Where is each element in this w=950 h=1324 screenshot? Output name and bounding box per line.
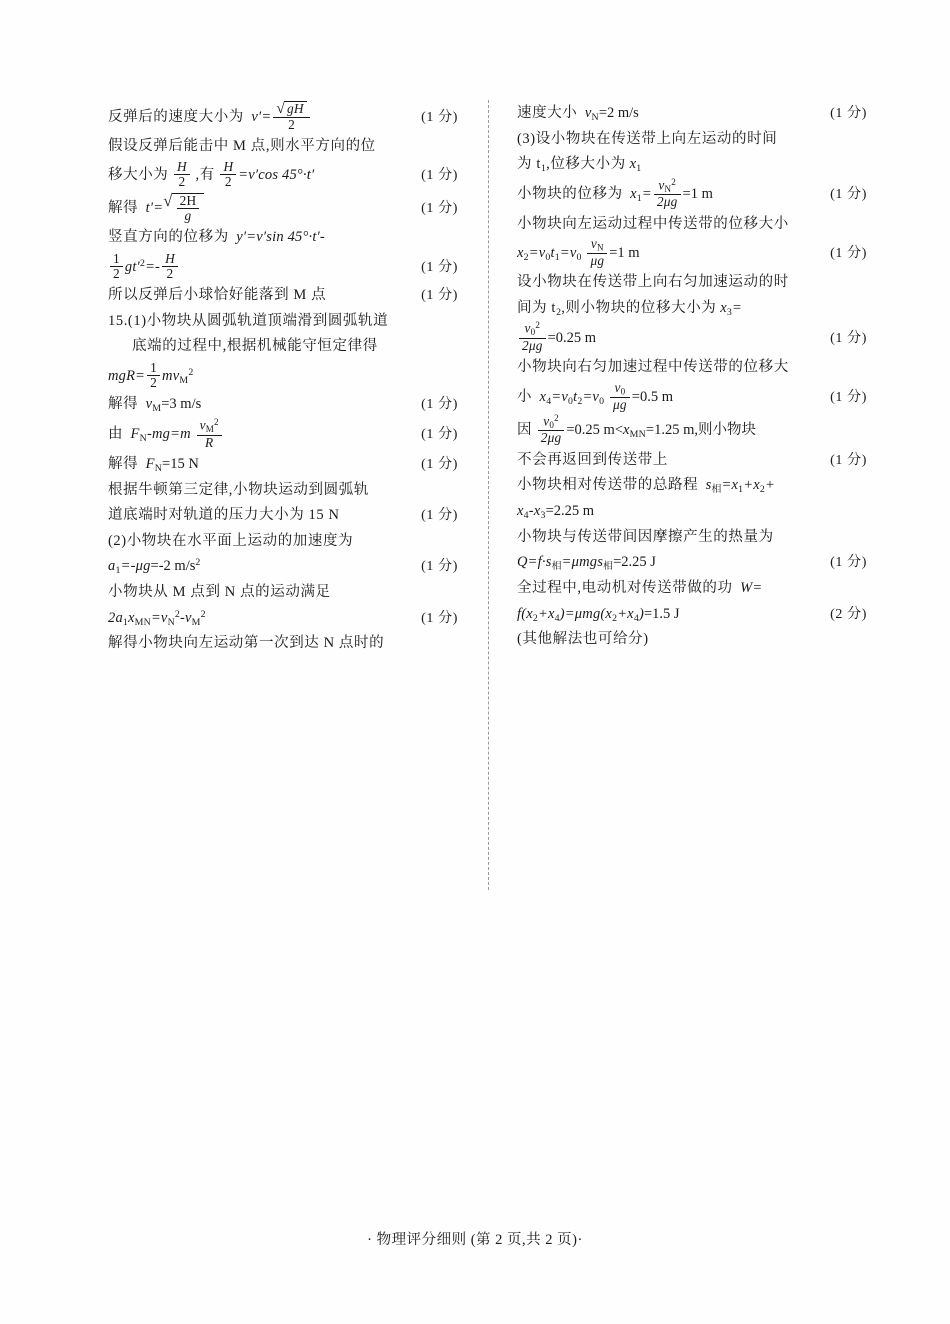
line-newton3b: [108, 504, 458, 528]
text-newton3a: 根据牛顿第三定律,小物块运动到圆弧轨: [108, 481, 369, 498]
line-q15-2: [108, 530, 458, 553]
line-because: 因 $\frac{v_0^2}{2\mu g}$ =0.25 $m<x_{MN}=1.25$ m,则小物块: [517, 412, 756, 446]
score-horizontal-displacement: (1 分): [421, 168, 458, 184]
value-x4: =0.5 m: [631, 388, 673, 405]
score-MN-eq: (1 分): [421, 610, 458, 626]
line-x2: $x_2=v_0t_1=v_0$ $\frac{v_N}{\mu g}$ =1 m (1 分): [517, 235, 867, 269]
text-disp-label: 小物块的位移为: [517, 186, 623, 203]
line-MN-motion: [108, 581, 458, 604]
line-accel-b: 间为 $t_2$,则小物块的位移大小为 $x_3=$: [517, 299, 743, 318]
score-vertical-displacement: (1 分): [421, 259, 458, 275]
column-divider: [488, 100, 489, 890]
text-speed-label: 速度大小: [517, 105, 578, 121]
value-work: =1.5 J: [643, 605, 680, 622]
text-q3a: (3)设小物块在传送带上向左运动的时间: [517, 130, 778, 147]
line-vertical-displacement: 竖直方向的位移为 y′=v′sin 45°·t′-: [108, 229, 325, 246]
line-heat-a: [517, 526, 867, 549]
text-work-a: 全过程中,电动机对传送带做的功: [517, 580, 733, 597]
score-x3: (1 分): [830, 330, 867, 346]
line-conclusion: [108, 284, 458, 308]
line-x3: $\frac{v_0^2}{2\mu g}$ =0.25 m (1 分): [517, 323, 867, 355]
line-belt-right-a: [517, 356, 867, 379]
text-solve-left-N: 解得小物块向左运动第一次到达 N 点时的: [108, 635, 385, 652]
value-because-mid: =0.25 m<: [566, 422, 623, 439]
line-rebound-speed: 反弹后的速度大小为 v′= √ gH 2 (1 分): [108, 100, 458, 132]
text-no-return: 不会再返回到传送带上: [517, 451, 668, 468]
line-assume-hit: [108, 135, 458, 158]
score-a1: (1 分): [421, 559, 458, 575]
line-x4: 小 $x_4=v_0t_2=v_0$ $\frac{v_0}{\mu g}$ =0.5 m (1 分): [517, 379, 867, 412]
line-q15-1a: [108, 310, 458, 333]
text-displacement-label: 移大小为: [108, 167, 169, 184]
score-x4: (1 分): [830, 389, 867, 405]
value-vM: =3 m/s: [161, 396, 202, 413]
text-by: 由: [108, 426, 124, 443]
value-x2: =1 m: [609, 245, 640, 262]
line-newton3a: [108, 479, 458, 502]
score-rebound-speed: (1 分): [421, 110, 458, 125]
line-q15-1b: [108, 335, 458, 358]
line-work-a: 全过程中,电动机对传送带做的功 W=: [517, 580, 763, 597]
text-q15-1a: 15.(1)小物块从圆弧轨道顶端滑到圆弧轨道: [108, 312, 389, 329]
value-a1: =-2 m/s: [150, 558, 196, 575]
line-a1-eq: $a_1=-\mu g=-2$ $m/s^2$ (1 分): [108, 555, 458, 579]
score-no-return: (1 分): [830, 452, 867, 468]
text-total-path-a: 小物块相对传送带的总路程: [517, 477, 699, 494]
right-column: [503, 100, 867, 654]
line-q3a: [517, 128, 867, 151]
line-normal-force-eq: 由 $F_N-mg=m$ $\frac{v_M^2}{R}$ (1 分): [108, 416, 458, 450]
value-heat: =2.25 J: [613, 554, 656, 571]
text-assume-hit: 假设反弹后能击中 M 点,则水平方向的位: [108, 137, 376, 154]
line-heat-b: $Q=f\cdot s_相=\mu mgs_相=2.25$ J (1 分): [517, 551, 867, 575]
text-belt-right-a: 小物块向右匀加速过程中传送带的位移大: [517, 359, 789, 376]
text-q15-2: (2)小物块在水平面上运动的加速度为: [108, 532, 354, 549]
line-x1: 小物块的位移为 $x_1=$ $\frac{v_N^2}{2\mu g}$ =1 m (1 分): [517, 176, 867, 210]
score-x1: (1 分): [830, 187, 867, 203]
score-solve-t: (1 分): [421, 200, 458, 216]
text-solve-FN: 解得: [108, 455, 139, 472]
text-because: 因: [517, 422, 533, 439]
text-rebound-speed: 反弹后的速度大小为: [108, 109, 244, 125]
line-vN-speed: 速度大小 $v_N=2$ m/s (1 分): [517, 102, 867, 126]
text-heat-a: 小物块与传送带间因摩擦产生的热量为: [517, 528, 774, 545]
line-MN-eq: $2a_1x_{MN}=v_N^2-v_M^2$ (1 分): [108, 607, 458, 631]
text-q3b2: ,位移大小为: [546, 156, 626, 173]
score-vN: (1 分): [830, 106, 867, 121]
line-other-methods: [517, 628, 867, 651]
line-solve-FN: 解得 $F_N=15$ N (1 分): [108, 453, 458, 477]
line-solve-vM: 解得 $v_M=3$ m/s (1 分): [108, 393, 458, 417]
score-normal-force-eq: (1 分): [421, 427, 458, 443]
text-q3b: 为 t: [517, 156, 541, 173]
text-newton3b: 道底端时对轨道的压力大小为 15 N: [108, 507, 340, 524]
value-vN: =2 m/s: [598, 105, 639, 121]
text-solve-t: 解得: [108, 199, 139, 216]
value-because-end: =1.25 m,则小物块: [645, 422, 756, 439]
line-horizontal-displacement: 移大小为 $\frac{H}{2}$ ,有 $\frac{H}{2}$ =v′cos 45°·t′ (1 分): [108, 159, 458, 190]
line-work-b: $f(x_2+x_4)=\mu mg(x_2+x_4)=1.5$ J (2 分): [517, 603, 867, 627]
text-MN-motion: 小物块从 M 点到 N 点的运动满足: [108, 584, 331, 601]
score-solve-vM: (1 分): [421, 397, 458, 413]
score-newton3: (1 分): [421, 508, 458, 524]
two-column-body: [108, 100, 868, 890]
text-belt-left: 小物块向左运动过程中传送带的位移大小: [517, 215, 789, 232]
line-no-return: [517, 449, 867, 473]
text-conclusion: 所以反弹后小球恰好能落到 M 点: [108, 287, 327, 304]
text-q15-1b: 底端的过程中,根据机械能守恒定律得: [132, 338, 378, 355]
score-solve-FN: (1 分): [421, 456, 458, 472]
text-belt-right-b: 小: [517, 388, 533, 405]
score-heat: (1 分): [830, 555, 867, 571]
text-solve-vM: 解得: [108, 396, 139, 413]
text-have: ,有: [195, 167, 215, 184]
line-energy-eq: mgR= $\frac{1}{2}$ $mv_M^2$: [108, 359, 194, 390]
line-q3b: 为 $t_1$,位移大小为 $x_1$: [517, 156, 642, 174]
line-belt-left-label: [517, 213, 867, 236]
score-work: (2 分): [830, 606, 867, 622]
text-accel-b: 间为 t: [517, 299, 557, 316]
value-x3: =0.25 m: [547, 329, 597, 346]
line-total-path-b: $x_4-x_3=2.25$ m: [517, 503, 595, 521]
text-other-methods: (其他解法也可给分): [517, 631, 649, 648]
score-x2: (1 分): [830, 246, 867, 262]
line-vertical-displacement-2: $\frac{1}{2}$ $gt'^2=-$ $\frac{H}{2}$ (1 分): [108, 252, 458, 282]
line-solve-left-N: [108, 632, 458, 655]
text-accel-b2: ,则小物块的位移大小为: [561, 299, 717, 316]
left-column: [108, 100, 474, 658]
value-total-path: =2.25 m: [545, 503, 595, 520]
line-total-path-a: 小物块相对传送带的总路程 $s_相=x_1+x_2+$: [517, 477, 776, 496]
text-vertical-disp: 竖直方向的位移为: [108, 229, 229, 246]
line-accel-a: [517, 271, 867, 294]
score-conclusion: (1 分): [421, 288, 458, 304]
page-footer: · 物理评分细则 (第 2 页,共 2 页)·: [367, 1232, 583, 1248]
value-FN: =15 N: [162, 455, 199, 472]
text-accel-a: 设小物块在传送带上向右匀加速运动的时: [517, 274, 789, 291]
value-x1: =1 m: [682, 186, 713, 203]
line-solve-t: 解得 t′= √ $\frac{2H}{g}$ (1 分): [108, 190, 458, 223]
